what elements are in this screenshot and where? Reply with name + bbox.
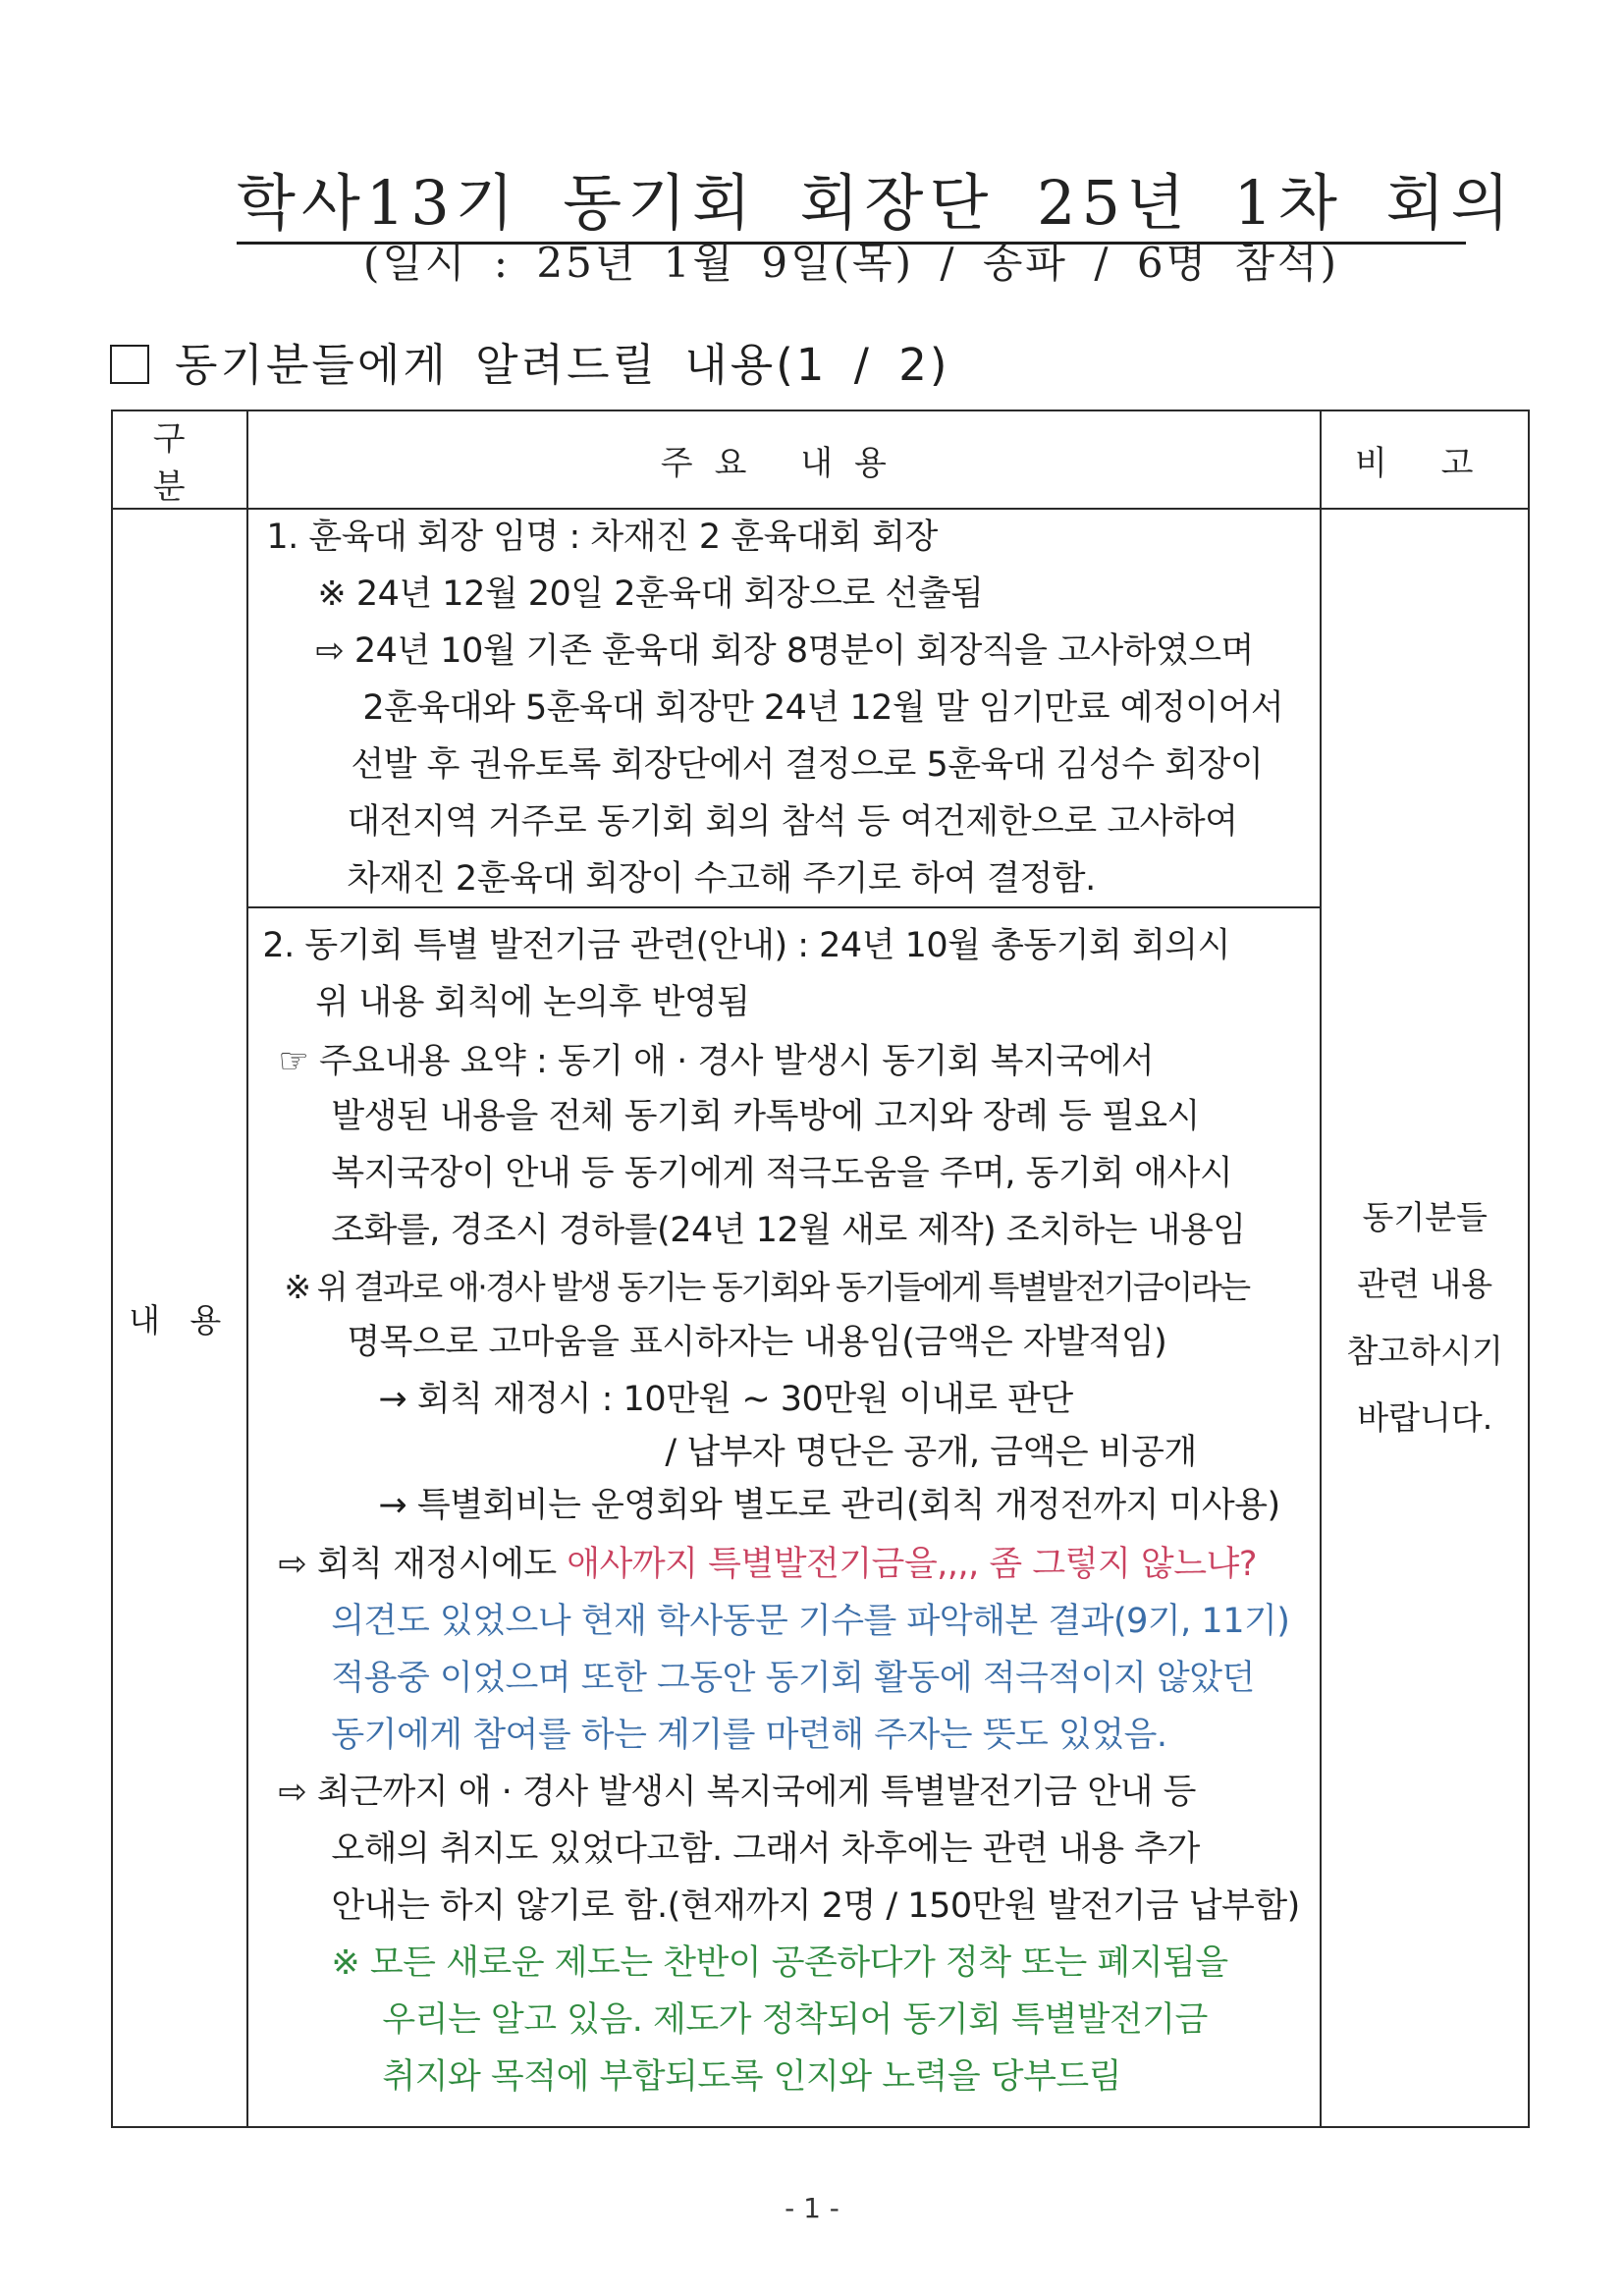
item1-cell bbox=[247, 509, 1321, 907]
content-table bbox=[111, 410, 1530, 2128]
item2-line: 위 내용 회칙에 논의후 반영됨 bbox=[315, 983, 750, 1022]
table-header-row bbox=[112, 410, 1529, 509]
item1-line: ⇨ 24년 10월 기존 훈육대 회장 8명분이 회장직을 고사하였으며 bbox=[315, 631, 1254, 671]
item1-line: ※ 24년 12월 20일 2훈육대 회장으로 선출됨 bbox=[317, 574, 984, 614]
item2-line: 복지국장이 안내 등 동기에게 적극도움을 주며, 동기회 애사시 bbox=[331, 1154, 1233, 1193]
highlight-green-line: 취지와 목적에 부합되도록 인지와 노력을 당부드림 bbox=[382, 2057, 1122, 2097]
header-main-content: 주요 내용 bbox=[247, 410, 1321, 509]
header-remarks: 비 고 bbox=[1321, 410, 1529, 509]
section-heading bbox=[110, 336, 949, 395]
content-table-wrapper bbox=[111, 410, 1530, 2128]
item1-line: 차재진 2훈육대 회장이 수고해 주기로 하여 결정함. bbox=[347, 859, 1096, 899]
remarks-cell bbox=[1321, 509, 1529, 2127]
remarks-line: 바랍니다. bbox=[1357, 1398, 1493, 1437]
item2-line: ※ 위 결과로 애·경사 발생 동기는 동기회와 동기들에게 특별발전기금이라는 bbox=[284, 1268, 1249, 1306]
highlight-blue-line: 적용중 이었으며 또한 그동안 동기회 활동에 적극적이지 않았던 bbox=[331, 1659, 1255, 1698]
item2-line: 발생된 내용을 전체 동기회 카톡방에 고지와 장례 등 필요시 bbox=[331, 1097, 1200, 1136]
section-heading-text: 동기분들에게 알려드릴 내용(1 / 2) bbox=[175, 339, 950, 391]
checkbox-icon bbox=[110, 345, 149, 384]
item2-cell bbox=[247, 907, 1321, 2127]
item2-line: 명목으로 고마움을 표시하자는 내용임(금액은 자발적임) bbox=[347, 1323, 1167, 1362]
item2-line: 안내는 하지 않기로 함.(현재까지 2명 / 150만원 발전기금 납부함) bbox=[331, 1886, 1300, 1926]
item2-line: ⇨ 최근까지 애 · 경사 발생시 복지국에게 특별발전기금 안내 등 bbox=[278, 1773, 1196, 1812]
item2-line bbox=[278, 1541, 1257, 1588]
page-number: - 1 - bbox=[785, 2192, 839, 2224]
document-title: 학사13기 동기회 회장단 25년 1차 회의 bbox=[237, 165, 1466, 245]
remarks-line: 동기분들 bbox=[1362, 1198, 1488, 1236]
item1-line: 1. 훈육대 회장 임명 : 차재진 2 훈육대회 회장 bbox=[266, 518, 938, 557]
table-row bbox=[112, 907, 1529, 2127]
highlight-green-line: 우리는 알고 있음. 제도가 정착되어 동기회 특별발전기금 bbox=[382, 2000, 1208, 2040]
item2-line: 2. 동기회 특별 발전기금 관련(안내) : 24년 10월 총동기회 회의시 bbox=[262, 926, 1230, 965]
header-category: 구 분 bbox=[112, 410, 247, 509]
item2-line: → 특별회비는 운영회와 별도로 관리(회칙 개정전까지 미사용) bbox=[378, 1486, 1280, 1525]
remarks-line: 참고하시기 bbox=[1346, 1332, 1503, 1370]
item2-line: / 납부자 명단은 공개, 금액은 비공개 bbox=[665, 1433, 1197, 1472]
table-row bbox=[112, 509, 1529, 907]
highlight-red-text: 애사까지 특별발전기금을,,,, 좀 그렇지 않느냐? bbox=[567, 1545, 1257, 1584]
item2-line: ☞ 주요내용 요약 : 동기 애 · 경사 발생시 동기회 복지국에서 bbox=[278, 1042, 1155, 1081]
remarks-line: 관련 내용 bbox=[1357, 1265, 1493, 1303]
item1-line: 선발 후 권유토록 회장단에서 결정으로 5훈육대 김성수 회장이 bbox=[351, 745, 1264, 785]
item2-line: 오해의 취지도 있었다고함. 그래서 차후에는 관련 내용 추가 bbox=[331, 1830, 1200, 1869]
highlight-blue-line: 동기에게 참여를 하는 계기를 마련해 주자는 뜻도 있었음. bbox=[331, 1716, 1167, 1755]
meeting-info: (일시 : 25년 1월 9일(목) / 송파 / 6명 참석) bbox=[362, 239, 1340, 287]
item1-line: 2훈육대와 5훈육대 회장만 24년 12월 말 임기만료 예정이어서 bbox=[362, 688, 1284, 728]
item2-line: 조화를, 경조시 경하를(24년 12월 새로 제작) 조치하는 내용임 bbox=[331, 1211, 1246, 1250]
highlight-blue-line: 의견도 있었으나 현재 학사동문 기수를 파악해본 결과(9기, 11기) bbox=[331, 1602, 1290, 1641]
item2-line-prefix: ⇨ 회칙 재정시에도 bbox=[278, 1545, 568, 1584]
highlight-green-line: ※ 모든 새로운 제도는 찬반이 공존하다가 정착 또는 폐지됨을 bbox=[331, 1943, 1228, 1983]
category-cell: 내 용 bbox=[112, 509, 247, 2127]
item1-line: 대전지역 거주로 동기회 회의 참석 등 여건제한으로 고사하여 bbox=[347, 802, 1238, 842]
item2-line: → 회칙 재정시 : 10만원 ∼ 30만원 이내로 판단 bbox=[378, 1380, 1073, 1419]
